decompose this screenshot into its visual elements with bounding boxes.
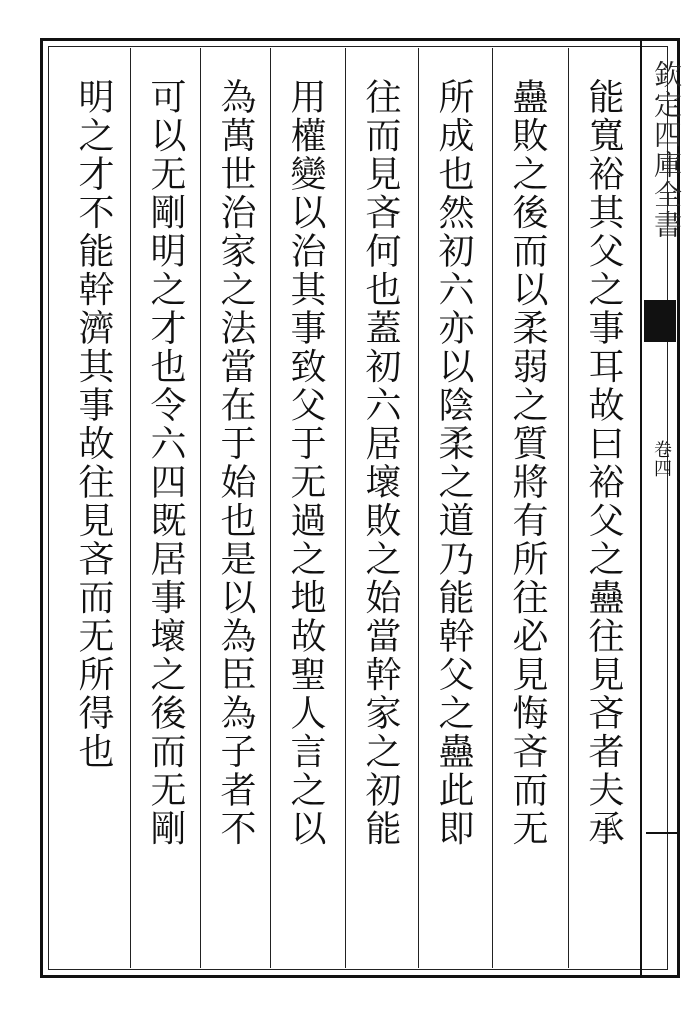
column-text: 蠱敗之後而以柔弱之質將有所往必見悔吝而无 (507, 78, 548, 848)
text-column-5 (270, 48, 340, 968)
column-text: 可以无剛明之才也令六四既居事壞之後而无剛 (145, 78, 186, 848)
text-column-7 (130, 48, 200, 968)
margin-juan-number: 卷四 (651, 440, 672, 478)
text-column-8 (58, 48, 128, 968)
edge-tick (646, 832, 680, 834)
column-text: 為萬世治家之法當在于始也是以為臣為子者不 (215, 78, 256, 848)
column-text: 能寬裕其父之事耳故曰裕父之蠱往見吝者夫承 (583, 78, 624, 848)
margin-book-title: 欽定四庫全書 (650, 60, 683, 240)
text-column-6 (200, 48, 270, 968)
column-text: 用權變以治其事致父于无過之地故聖人言之以 (285, 78, 326, 848)
column-text: 所成也然初六亦以陰柔之道乃能幹父之蠱此即 (433, 78, 474, 848)
text-column-3 (418, 48, 488, 968)
column-text: 明之才不能幹濟其事故往見吝而无所得也 (73, 78, 114, 771)
text-column-2 (492, 48, 562, 968)
column-text: 往而見吝何也蓋初六居壞敗之始當幹家之初能 (360, 78, 401, 848)
fishtail-mark (644, 300, 676, 342)
text-column-4 (345, 48, 415, 968)
text-column-1 (568, 48, 638, 968)
